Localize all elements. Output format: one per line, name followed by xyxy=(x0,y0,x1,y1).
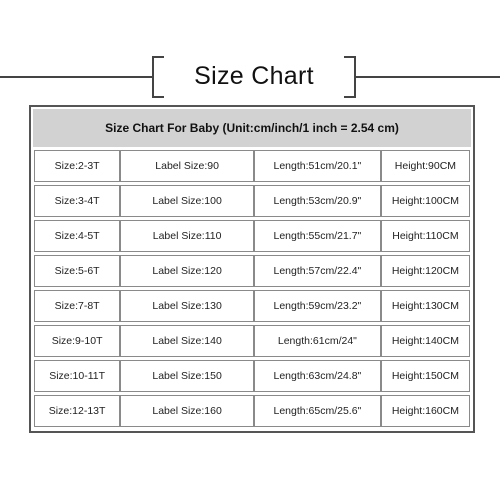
length-cell: Length:55cm/21.7" xyxy=(254,220,381,252)
label-size-cell: Label Size:150 xyxy=(120,360,254,392)
size-cell: Size:9-10T xyxy=(34,325,120,357)
length-cell: Length:57cm/22.4" xyxy=(254,255,381,287)
size-cell: Size:4-5T xyxy=(34,220,120,252)
height-cell: Height:150CM xyxy=(381,360,470,392)
table-row xyxy=(34,395,470,427)
length-cell: Length:51cm/20.1" xyxy=(254,150,381,182)
table-row xyxy=(34,220,470,252)
label-size-cell: Label Size:160 xyxy=(120,395,254,427)
height-cell: Height:90CM xyxy=(381,150,470,182)
height-cell: Height:120CM xyxy=(381,255,470,287)
length-cell: Length:59cm/23.2" xyxy=(254,290,381,322)
page-title: Size Chart xyxy=(194,62,314,90)
length-cell: Length:53cm/20.9" xyxy=(254,185,381,217)
length-cell: Length:63cm/24.8" xyxy=(254,360,381,392)
title-bracket xyxy=(152,56,356,98)
label-size-cell: Label Size:140 xyxy=(120,325,254,357)
size-cell: Size:10-11T xyxy=(34,360,120,392)
label-size-cell: Label Size:90 xyxy=(120,150,254,182)
height-cell: Height:130CM xyxy=(381,290,470,322)
table-row xyxy=(34,185,470,217)
title-divider-left xyxy=(0,76,152,78)
title-divider-right xyxy=(356,76,500,78)
table-row xyxy=(34,360,470,392)
size-cell: Size:3-4T xyxy=(34,185,120,217)
length-cell: Length:61cm/24" xyxy=(254,325,381,357)
height-cell: Height:100CM xyxy=(381,185,470,217)
table-row xyxy=(34,290,470,322)
size-cell: Size:2-3T xyxy=(34,150,120,182)
label-size-cell: Label Size:130 xyxy=(120,290,254,322)
length-cell: Length:65cm/25.6" xyxy=(254,395,381,427)
label-size-cell: Label Size:110 xyxy=(120,220,254,252)
table-row xyxy=(34,255,470,287)
label-size-cell: Label Size:100 xyxy=(120,185,254,217)
table-header: Size Chart For Baby (Unit:cm/inch/1 inch = 2.54 cm) xyxy=(33,109,471,147)
size-cell: Size:7-8T xyxy=(34,290,120,322)
label-size-cell: Label Size:120 xyxy=(120,255,254,287)
height-cell: Height:160CM xyxy=(381,395,470,427)
size-cell: Size:12-13T xyxy=(34,395,120,427)
table-row xyxy=(34,325,470,357)
height-cell: Height:140CM xyxy=(381,325,470,357)
table-body xyxy=(34,149,470,429)
table-row xyxy=(34,150,470,182)
height-cell: Height:110CM xyxy=(381,220,470,252)
size-cell: Size:5-6T xyxy=(34,255,120,287)
size-chart-table xyxy=(29,105,475,433)
